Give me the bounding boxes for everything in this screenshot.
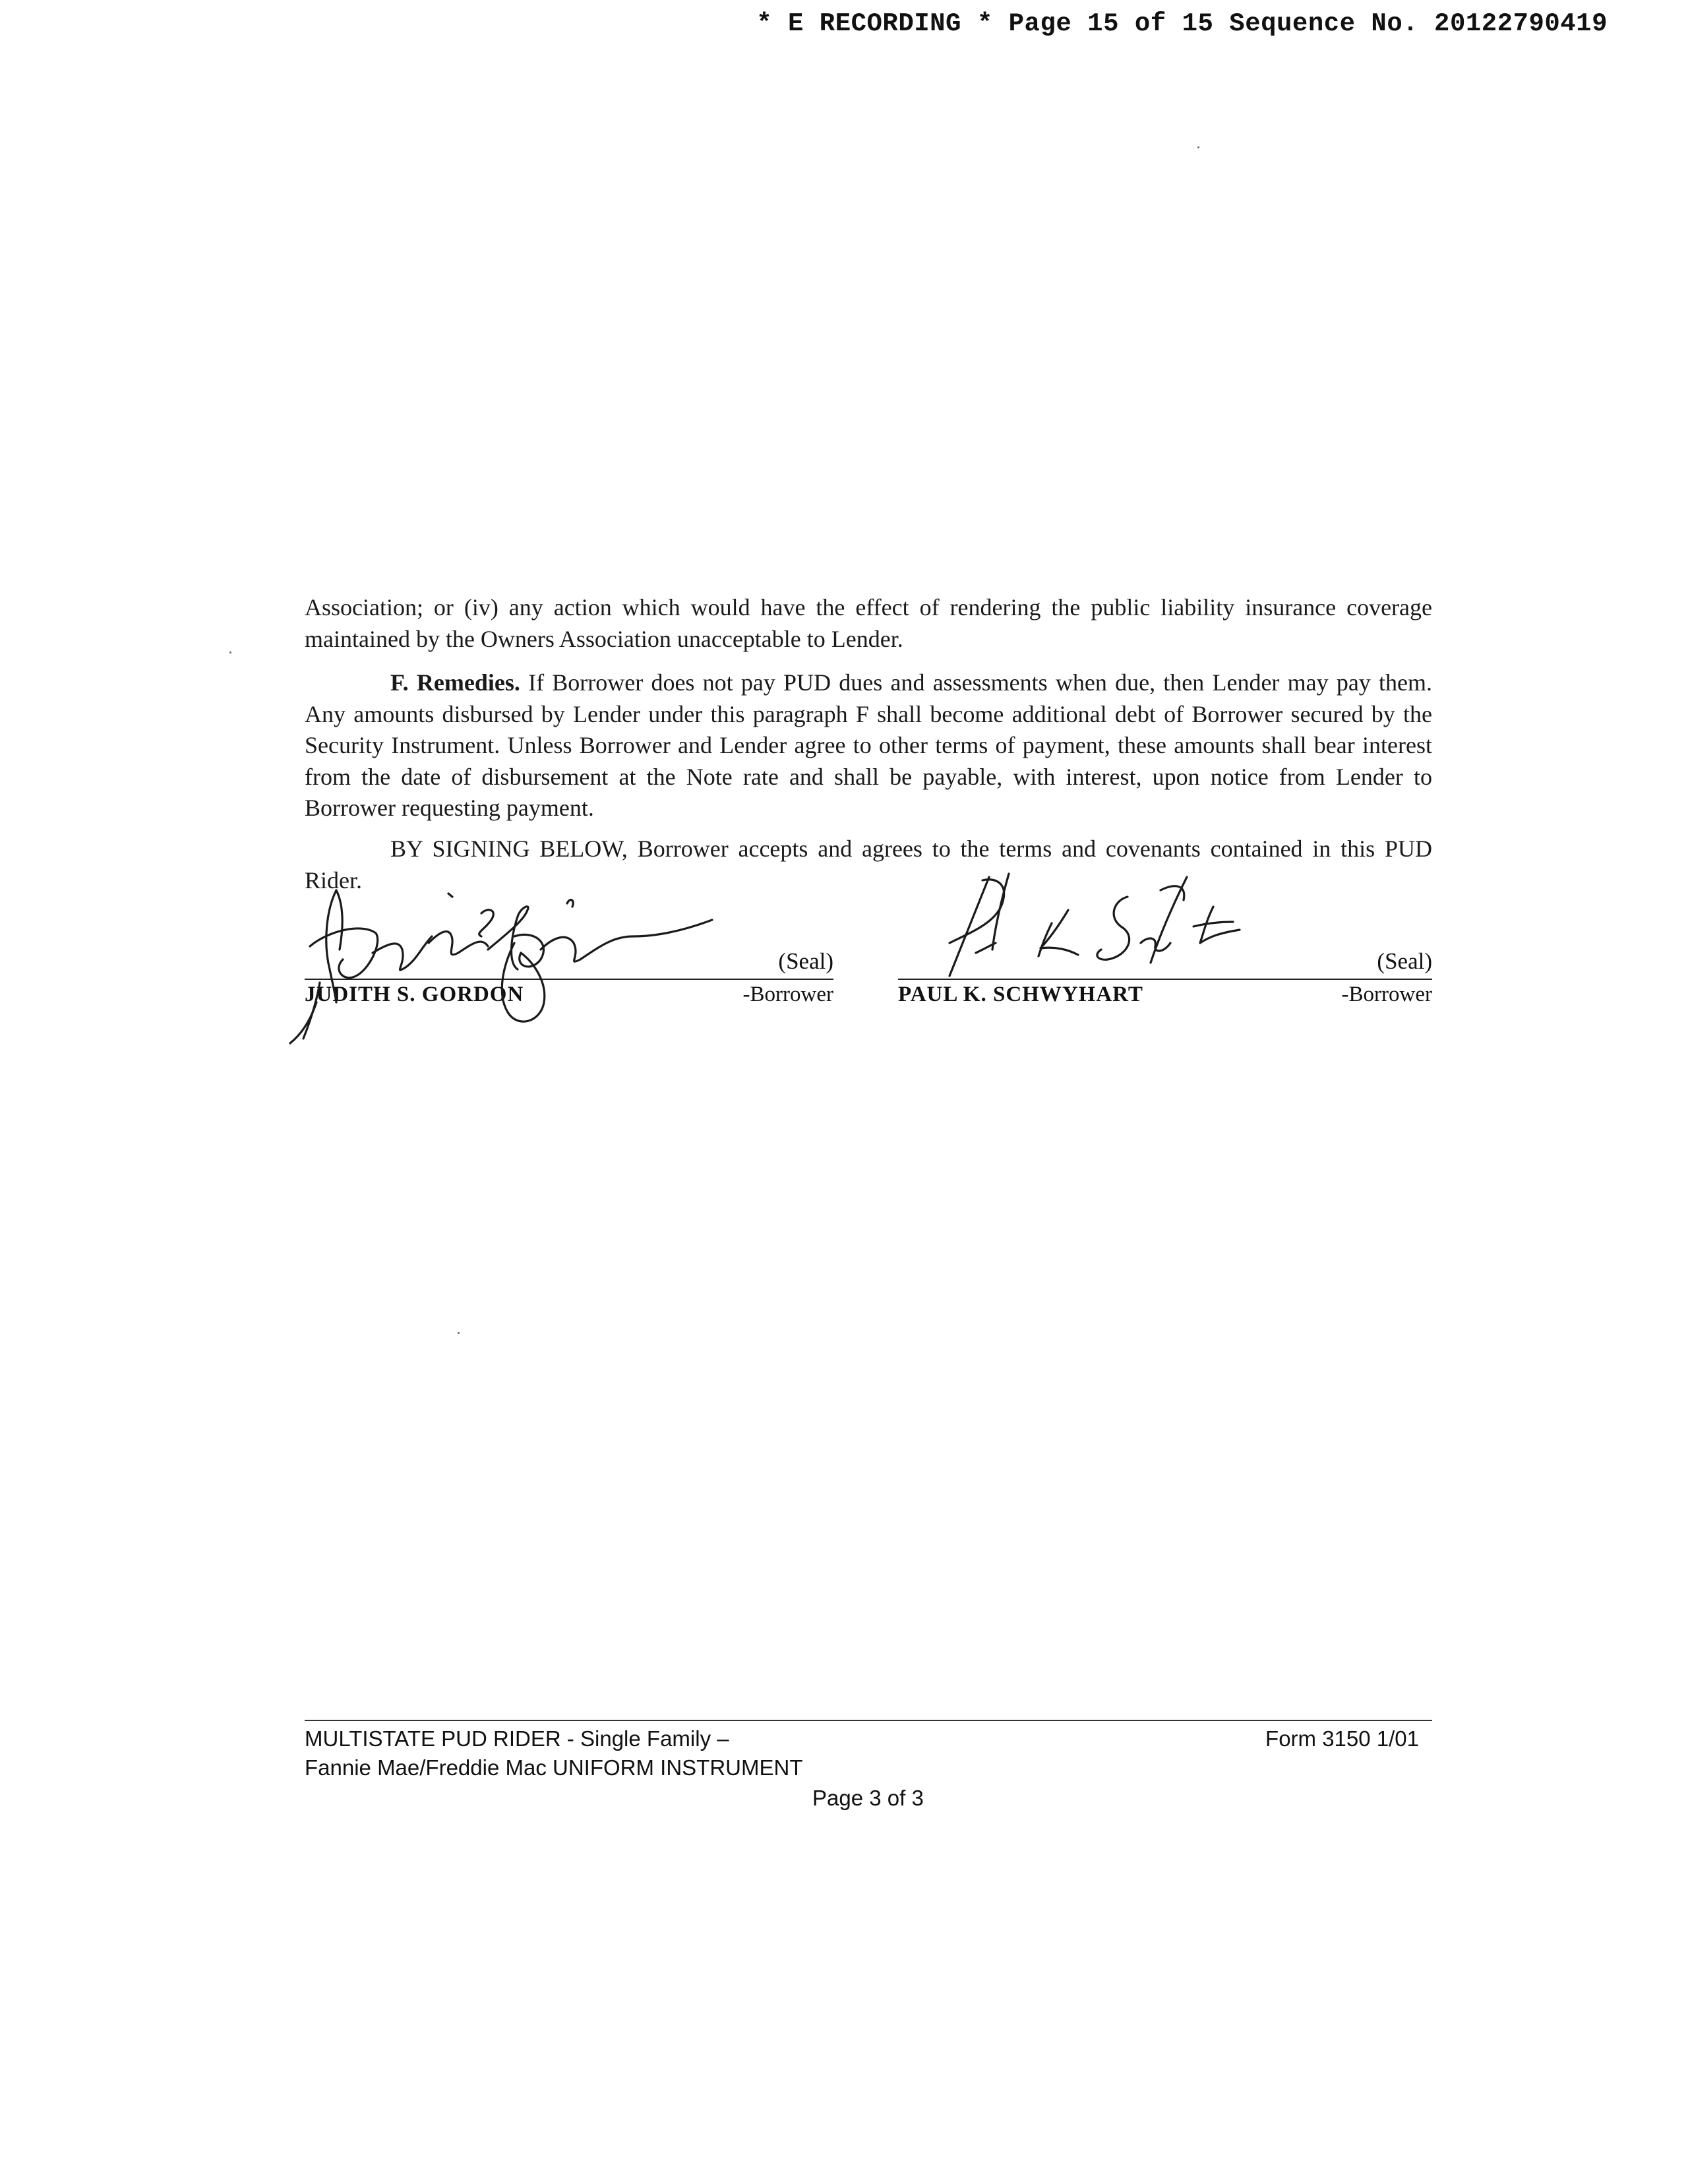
handwritten-signature-schwyhart [910, 870, 1279, 989]
footer-rule [305, 1720, 1432, 1721]
footer-title-bold: MULTISTATE PUD RIDER [305, 1726, 561, 1751]
footer-instrument: Fannie Mae/Freddie Mac UNIFORM INSTRUMENT [305, 1755, 803, 1780]
seal-label: (Seal) [1377, 948, 1432, 974]
scan-speck [229, 652, 231, 653]
signing-text: BY SIGNING BELOW, Borrower accepts and agrees to the terms and covenants contained in this PUD Rider. [305, 835, 1432, 894]
footer-page-number: Page 3 of 3 [812, 1786, 924, 1810]
footer-title [305, 1726, 729, 1751]
remedies-text: If Borrower does not pay PUD dues and assessments when due, then Lender may pay them. Any amounts disbursed by Lender under this paragraph F shall become additional debt of Borrower secured by the Security Instrument. Unless Borrower and Lender agree to other terms of payment, these amounts shall bear interest from the date of disbursement at the Note rate and shall be payable, with interest, upon notice from Lender to Borrower requesting payment. [305, 669, 1433, 821]
paragraph-remedies [305, 667, 1432, 824]
signer-role: -Borrower [1341, 983, 1432, 1006]
seal-label: (Seal) [778, 948, 833, 974]
remedies-heading: F. Remedies. [390, 669, 520, 696]
signer-name: JUDITH S. GORDON [305, 983, 524, 1006]
recording-header: * E RECORDING * Page 15 of 15 Sequence No. 20122790419 [756, 9, 1608, 38]
scan-speck [458, 1332, 460, 1334]
signer-role: -Borrower [742, 983, 833, 1006]
handwritten-signature-gordon [290, 870, 765, 1062]
footer-form-number: Form 3150 1/01 [1265, 1726, 1419, 1751]
remedies-paragraph [305, 667, 1432, 824]
footer-title-rest: - Single Family – [560, 1726, 729, 1751]
paragraph-continuation-text: Association; or (iv) any action which would have the effect of rendering the public liability insurance coverage maintained by the Owners Association unacceptable to Lender. [305, 594, 1432, 652]
scan-speck [1197, 146, 1199, 148]
signer-name: PAUL K. SCHWYHART [898, 983, 1143, 1006]
paragraph-continuation [305, 592, 1432, 655]
